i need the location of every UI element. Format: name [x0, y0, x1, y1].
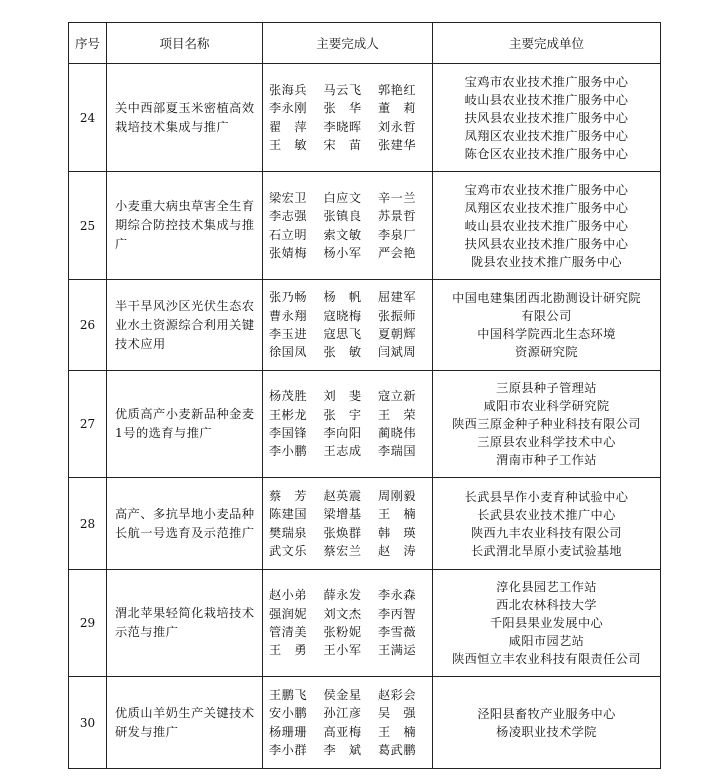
person-name: 吴 强: [378, 706, 417, 721]
person-name: 李雪薇: [378, 625, 417, 639]
person-name: 王 楠: [378, 507, 417, 522]
person-name: 刘文杰: [323, 606, 362, 621]
person-name: 赵英震: [323, 488, 362, 503]
person-name: 周刚毅: [378, 488, 417, 503]
people-line: [269, 244, 428, 262]
person-name: 王满运: [378, 643, 417, 658]
people-line: [269, 704, 428, 722]
person-name: 张镇良: [323, 209, 362, 224]
people-line: [269, 741, 428, 759]
person-name: 曹永翔: [269, 308, 308, 323]
people-line: [269, 226, 428, 244]
person-name: 张 宇: [323, 407, 362, 422]
person-name: 杨小军: [323, 245, 362, 260]
row-number: 30: [69, 677, 107, 769]
person-name: 张焕群: [323, 525, 362, 540]
person-name: 张振师: [378, 308, 417, 323]
unit-name: 陕西九丰农业科技有限公司: [470, 525, 623, 540]
person-name: 武文乐: [269, 543, 308, 558]
person-name: 李 斌: [323, 742, 362, 757]
people-line: [269, 605, 428, 623]
people-cell: [263, 172, 433, 280]
people-line: [269, 81, 428, 99]
person-name: 严会艳: [378, 245, 417, 260]
person-name: 闫斌周: [378, 345, 417, 360]
person-name: 王小军: [323, 643, 362, 658]
person-name: 郭艳红: [378, 82, 417, 97]
people-line: [269, 641, 428, 659]
person-name: 梁增基: [323, 507, 362, 522]
person-name: 蔺晓伟: [378, 426, 417, 440]
table-header-row: [69, 23, 661, 64]
people-line: [269, 623, 428, 641]
person-name: 寇思飞: [323, 327, 362, 341]
table-row: [69, 64, 661, 172]
person-name: 李志强: [269, 209, 308, 224]
people-cell: [263, 570, 433, 677]
person-name: 赵小弟: [269, 588, 308, 603]
person-name: 王彬龙: [269, 407, 308, 422]
unit-name: 渭南市种子工作站: [496, 453, 597, 467]
person-name: 李向阳: [323, 426, 362, 440]
units-cell: [433, 280, 661, 371]
person-name: 李丙智: [378, 606, 417, 621]
people-line: [269, 424, 428, 442]
people-line: [269, 325, 428, 343]
person-name: 翟 萍: [269, 119, 308, 134]
unit-name: 千阳县果业发展中心: [489, 616, 604, 630]
people-line: [269, 586, 428, 604]
people-line: [269, 99, 428, 117]
person-name: 薛永发: [323, 588, 362, 603]
unit-name: 咸阳市园艺站: [508, 634, 585, 648]
unit-name: 中国科学院西北生态环境: [477, 327, 616, 341]
people-line: [269, 487, 428, 505]
table-row: [69, 677, 661, 769]
row-number: 28: [69, 478, 107, 570]
unit-name: 泾阳县畜牧产业服务中心: [477, 706, 616, 721]
people-line: [269, 288, 428, 306]
unit-name: 陕西恒立丰农业科技有限责任公司: [452, 652, 641, 666]
unit-name: 凤翔区农业技术推广服务中心: [464, 128, 629, 143]
project-name: 高产、多抗旱地小麦品种长航一号选育及示范推广: [107, 478, 263, 570]
people-line: [269, 505, 428, 523]
people-line: [269, 118, 428, 136]
header-units: 主要完成单位: [433, 23, 661, 64]
person-name: 苏景哲: [378, 209, 417, 224]
person-name: 侯金星: [323, 687, 362, 702]
person-name: 李玉进: [269, 327, 308, 341]
unit-name: 宝鸡市农业技术推广服务中心: [464, 74, 629, 89]
table-row: [69, 172, 661, 280]
unit-name: 岐山县农业技术推广服务中心: [464, 92, 629, 107]
table-row: [69, 478, 661, 570]
people-line: [269, 307, 428, 325]
header-people: 主要完成人: [263, 23, 433, 64]
person-name: 夏朝辉: [378, 327, 417, 341]
unit-name: 长武渭北旱原小麦试验基地: [470, 543, 623, 558]
project-name: 优质山羊奶生产关键技术研发与推广: [107, 677, 263, 769]
person-name: 王鹏飞: [269, 687, 308, 702]
person-name: 张 敏: [323, 345, 362, 360]
person-name: 陈建国: [269, 507, 308, 522]
person-name: 张建华: [378, 137, 417, 152]
person-name: 杨 帆: [323, 290, 362, 305]
person-name: 白应文: [323, 190, 362, 205]
person-name: 梁宏卫: [269, 190, 308, 205]
people-cell: [263, 478, 433, 570]
person-name: 宋 苗: [323, 137, 362, 152]
people-line: [269, 723, 428, 741]
unit-name: 岐山县农业技术推广服务中心: [464, 218, 629, 233]
person-name: 赵 涛: [378, 543, 417, 558]
unit-name: 扶风县农业技术推广服务中心: [464, 110, 629, 125]
people-line: [269, 136, 428, 154]
person-name: 李小群: [269, 742, 308, 757]
person-name: 李瑞国: [378, 444, 417, 459]
row-number: 25: [69, 172, 107, 280]
people-line: [269, 387, 428, 405]
person-name: 石立明: [269, 227, 308, 242]
unit-name: 有限公司: [521, 309, 572, 323]
person-name: 刘永哲: [378, 119, 417, 134]
unit-name: 杨凌职业技术学院: [496, 724, 597, 739]
table-body: [69, 64, 661, 769]
person-name: 李泉厂: [378, 227, 417, 242]
person-name: 董 莉: [378, 101, 417, 116]
unit-name: 西北农林科技大学: [496, 598, 597, 612]
person-name: 张海兵: [269, 82, 308, 97]
person-name: 刘 斐: [323, 389, 362, 404]
people-line: [269, 442, 428, 460]
project-name: 渭北苹果轻简化栽培技术示范与推广: [107, 570, 263, 677]
unit-name: 淳化县园艺工作站: [496, 580, 597, 594]
person-name: 张 华: [323, 101, 362, 116]
person-name: 高亚梅: [323, 724, 362, 739]
row-number: 29: [69, 570, 107, 677]
people-cell: [263, 371, 433, 478]
person-name: 李国锋: [269, 426, 308, 440]
people-line: [269, 542, 428, 560]
row-number: 27: [69, 371, 107, 478]
person-name: 孙江彦: [323, 706, 362, 721]
person-name: 王 敏: [269, 137, 308, 152]
units-cell: [433, 677, 661, 769]
people-cell: [263, 280, 433, 371]
unit-name: 中国电建集团西北勘测设计研究院: [452, 291, 641, 305]
unit-name: 陕西三原金种子种业科技有限公司: [452, 417, 641, 431]
people-line: [269, 524, 428, 542]
person-name: 李永刚: [269, 101, 308, 116]
person-name: 张婧梅: [269, 245, 308, 260]
person-name: 屈建军: [378, 290, 417, 305]
people-line: [269, 406, 428, 424]
row-number: 26: [69, 280, 107, 371]
person-name: 安小鹏: [269, 706, 308, 721]
person-name: 强润妮: [269, 606, 308, 621]
unit-name: 扶风县农业技术推广服务中心: [464, 236, 629, 251]
person-name: 李小鹏: [269, 444, 308, 459]
header-num: 序号: [69, 23, 107, 64]
person-name: 辛一兰: [378, 190, 417, 205]
people-line: [269, 207, 428, 225]
unit-name: 凤翔区农业技术推广服务中心: [464, 200, 629, 215]
units-cell: [433, 371, 661, 478]
units-cell: [433, 478, 661, 570]
people-line: [269, 686, 428, 704]
person-name: 樊瑞泉: [269, 525, 308, 540]
person-name: 寇立新: [378, 389, 417, 404]
unit-name: 咸阳市农业科学研究院: [483, 399, 610, 413]
units-cell: [433, 570, 661, 677]
person-name: 马云飞: [323, 82, 362, 97]
row-number: 24: [69, 64, 107, 172]
person-name: 葛武鹏: [378, 742, 417, 757]
person-name: 张粉妮: [323, 625, 362, 639]
units-cell: [433, 64, 661, 172]
person-name: 王 荣: [378, 407, 417, 422]
person-name: 王 勇: [269, 643, 308, 658]
people-line: [269, 343, 428, 361]
unit-name: 陇县农业技术推广服务中心: [470, 254, 623, 269]
units-cell: [433, 172, 661, 280]
project-name: 半干旱风沙区光伏生态农业水土资源综合利用关键技术应用: [107, 280, 263, 371]
table-row: [69, 371, 661, 478]
project-name: 关中西部夏玉米密植高效栽培技术集成与推广: [107, 64, 263, 172]
person-name: 李永森: [378, 588, 417, 603]
person-name: 赵彩会: [378, 687, 417, 702]
awards-table: [68, 22, 661, 769]
people-line: [269, 189, 428, 207]
person-name: 王志成: [323, 444, 362, 459]
unit-name: 资源研究院: [515, 345, 578, 359]
person-name: 管清美: [269, 625, 308, 639]
unit-name: 陈仓区农业技术推广服务中心: [464, 146, 629, 161]
person-name: 杨茂胜: [269, 389, 308, 404]
people-cell: [263, 64, 433, 172]
unit-name: 三原县种子管理站: [496, 381, 597, 395]
unit-name: 宝鸡市农业技术推广服务中心: [464, 182, 629, 197]
person-name: 李晓晖: [323, 119, 362, 134]
unit-name: 长武县农业技术推广中心: [477, 507, 616, 522]
person-name: 蔡宏兰: [323, 543, 362, 558]
project-name: 小麦重大病虫草害全生育期综合防控技术集成与推广: [107, 172, 263, 280]
header-project-name: 项目名称: [107, 23, 263, 64]
unit-name: 长武县旱作小麦育种试验中心: [464, 489, 629, 504]
table-row: [69, 570, 661, 677]
person-name: 韩 瑛: [378, 525, 417, 540]
people-cell: [263, 677, 433, 769]
table-row: [69, 280, 661, 371]
person-name: 徐国凤: [269, 345, 308, 360]
project-name: 优质高产小麦新品种金麦1号的选育与推广: [107, 371, 263, 478]
person-name: 蔡 芳: [269, 488, 308, 503]
unit-name: 三原县农业科学技术中心: [477, 435, 616, 449]
person-name: 寇晓梅: [323, 308, 362, 323]
person-name: 索文敏: [323, 227, 362, 242]
person-name: 杨珊珊: [269, 724, 308, 739]
person-name: 王 楠: [378, 724, 417, 739]
person-name: 张乃畅: [269, 290, 308, 305]
